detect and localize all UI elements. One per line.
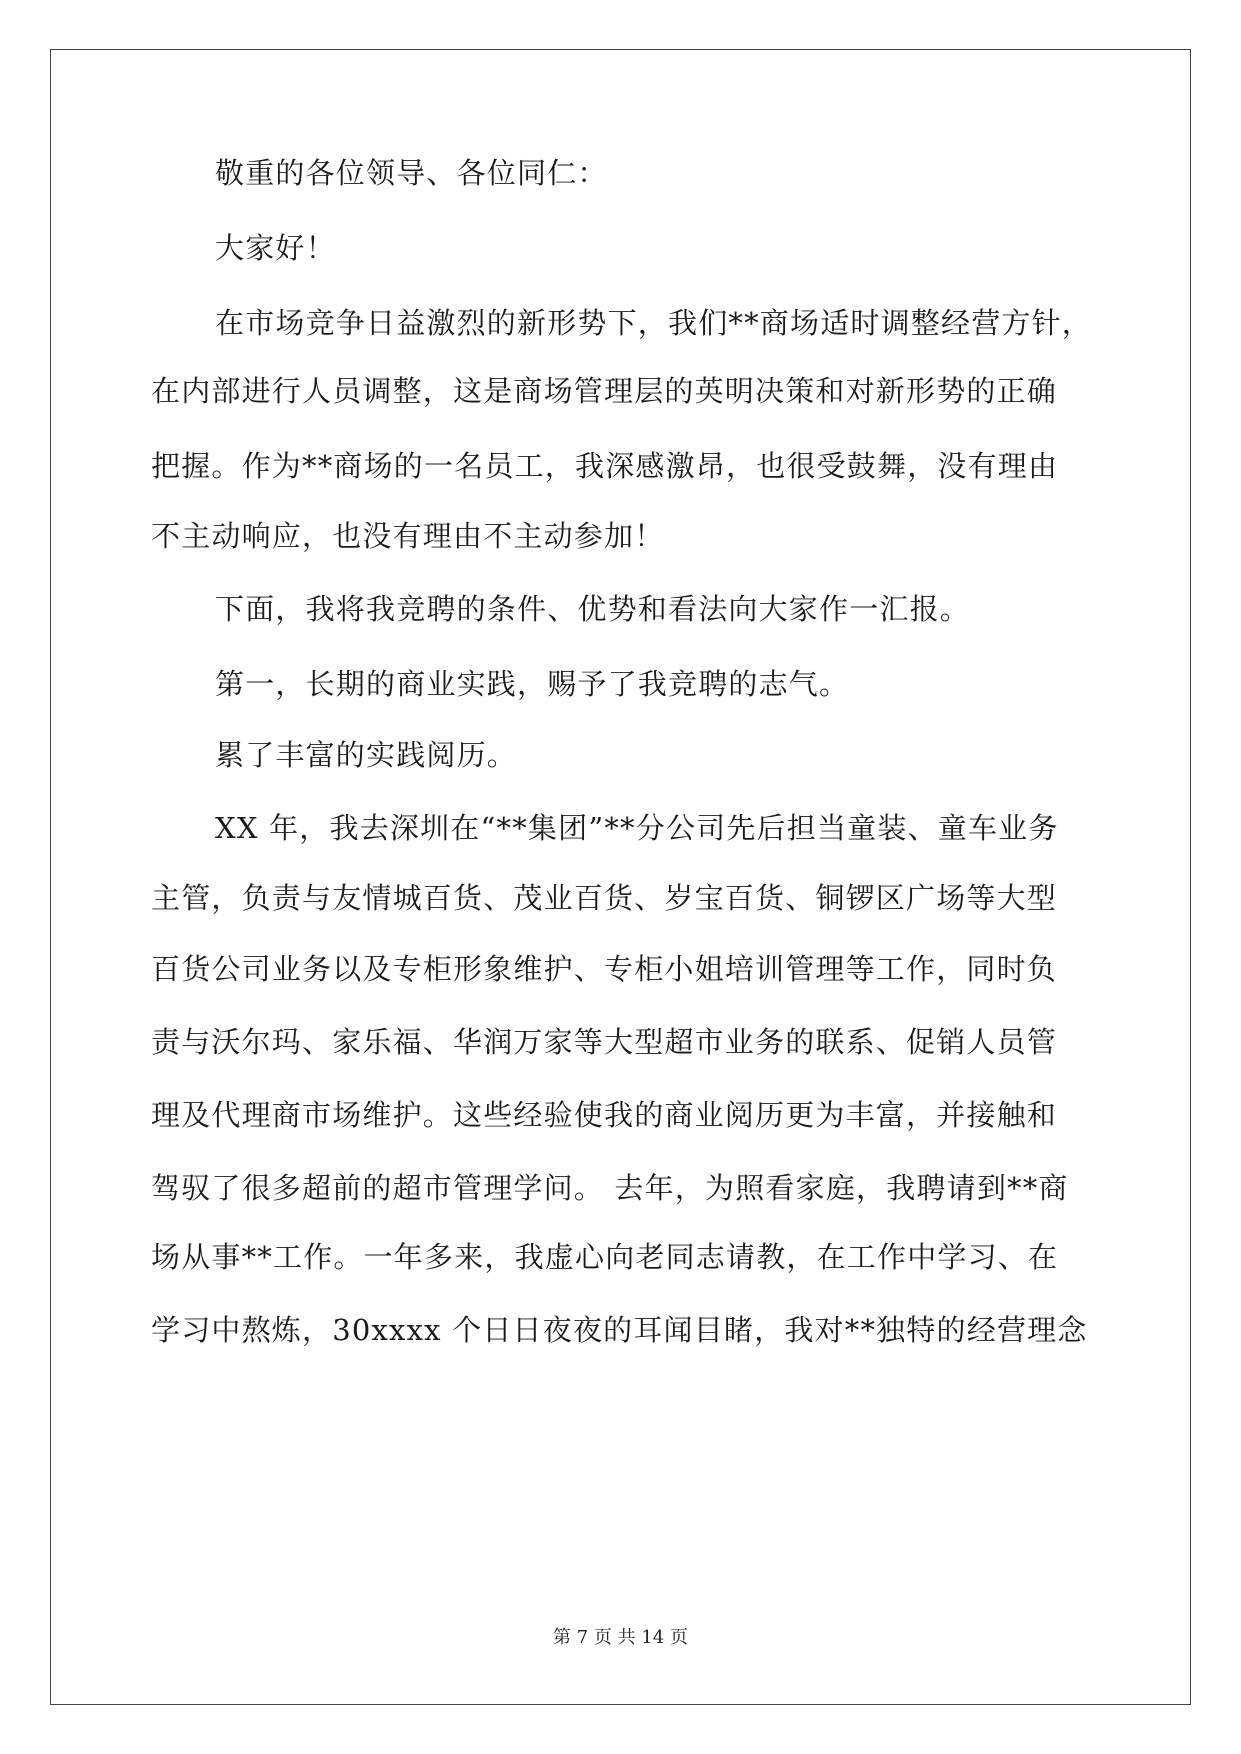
paragraph-line: 第一，长期的商业实践，赐予了我竞聘的志气。 <box>215 667 850 701</box>
paragraph-line: 在内部进行人员调整，这是商场管理层的英明决策和对新形势的正确 <box>151 374 1058 408</box>
paragraph-line: 不主动响应，也没有理由不主动参加！ <box>151 519 665 553</box>
paragraph-line: 大家好！ <box>215 231 336 265</box>
page-border <box>50 49 1191 1705</box>
paragraph-line: 下面，我将我竞聘的条件、优势和看法向大家作一汇报。 <box>215 592 971 626</box>
paragraph-line: 在市场竞争日益激烈的新形势下，我们**商场适时调整经营方针， <box>215 306 1093 340</box>
paragraph-line: 学习中熬炼，30xxxx 个日日夜夜的耳闻目睹，我对**独特的经营理念 <box>151 1313 1088 1347</box>
paragraph-line: 百货公司业务以及专柜形象维护、专柜小姐培训管理等工作，同时负 <box>151 952 1058 986</box>
paragraph-line: XX 年，我去深圳在“**集团”**分公司先后担当童装、童车业务 <box>215 811 1059 845</box>
paragraph-line: 敬重的各位领导、各位同仁： <box>215 156 608 190</box>
paragraph-line: 主管，负责与友情城百货、茂业百货、岁宝百货、铜锣区广场等大型 <box>151 881 1058 915</box>
paragraph-line: 累了丰富的实践阅历。 <box>215 738 518 772</box>
paragraph-line: 场从事**工作。一年多来，我虚心向老同志请教，在工作中学习、在 <box>151 1240 1059 1274</box>
page-footer: 第 7 页 共 14 页 <box>553 1627 688 1648</box>
paragraph-line: 驾驭了很多超前的超市管理学问。 去年，为照看家庭，我聘请到**商 <box>151 1171 1069 1205</box>
paragraph-line: 理及代理商市场维护。这些经验使我的商业阅历更为丰富，并接触和 <box>151 1098 1058 1132</box>
paragraph-line: 把握。作为**商场的一名员工，我深感激昂，也很受鼓舞，没有理由 <box>151 449 1059 483</box>
paragraph-line: 责与沃尔玛、家乐福、华润万家等大型超市业务的联系、促销人员管 <box>151 1025 1058 1059</box>
